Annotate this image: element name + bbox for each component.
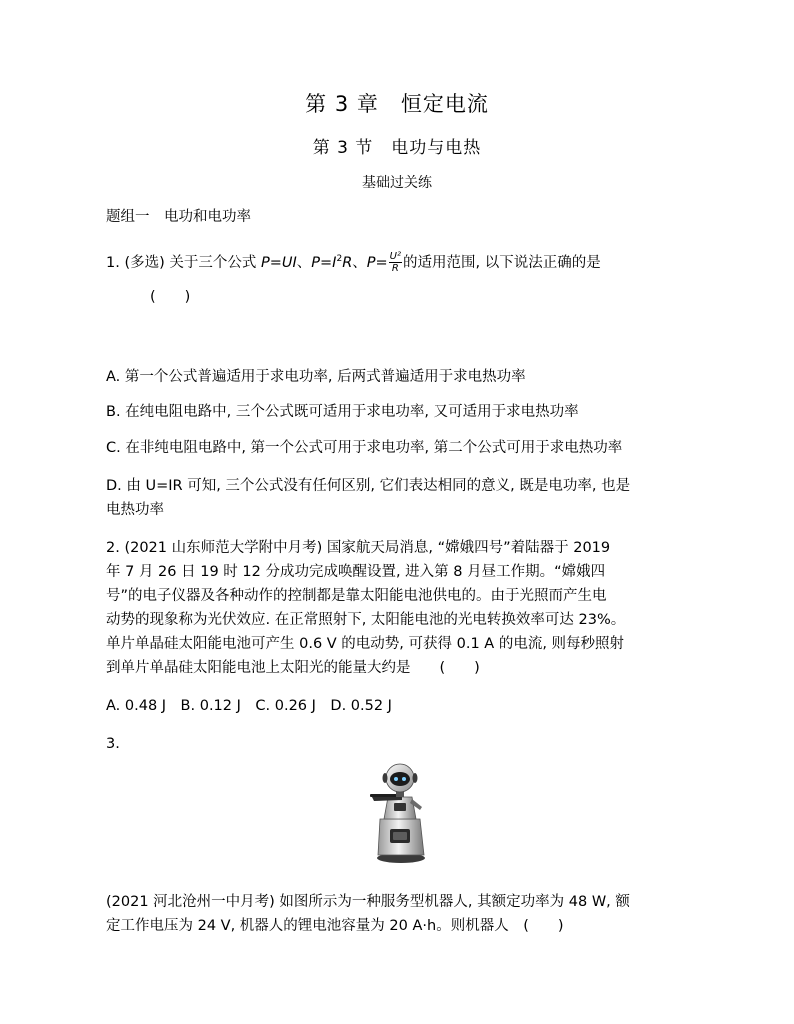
question-1-option-b: B. 在纯电阻电路中, 三个公式既可适用于求电功率, 又可适用于求电热功率	[106, 404, 579, 420]
formula-pu2r-base: P=	[366, 254, 388, 271]
question-1-stem	[106, 249, 601, 274]
question-2-line: 单片单晶硅太阳能电池可产生 0.6 V 的电动势, 可获得 0.1 A 的电流, 则每秒照射	[106, 636, 625, 652]
question-3-line: (2021 河北沧州一中月考) 如图所示为一种服务型机器人, 其额定功率为 48 W, 额	[106, 894, 630, 910]
separator: 、	[296, 254, 312, 271]
question-3-number: 3.	[106, 736, 120, 752]
question-1-suffix: 的适用范围, 以下说法正确的是	[403, 254, 601, 271]
formula-pi2r-base: P=I	[311, 254, 337, 271]
practice-title: 基础过关练	[362, 175, 432, 191]
question-2-options: A. 0.48 J B. 0.12 J C. 0.26 J D. 0.52 J	[106, 698, 392, 714]
question-2-line: 动势的现象称为光伏效应. 在正常照射下, 太阳能电池的光电转换效率可达 23%。	[106, 612, 626, 628]
chapter-title: 第 3 章 恒定电流	[305, 92, 489, 116]
formula-pi2r-exponent: 2	[336, 254, 343, 264]
question-1-option-c: C. 在非纯电阻电路中, 第一个公式可用于求电功率, 第二个公式可用于求电热功率	[106, 440, 623, 456]
formula-fraction	[389, 252, 402, 274]
question-2-line: 号”的电子仪器及各种动作的控制都是靠太阳能电池供电的。由于光照而产生电	[106, 588, 607, 604]
formula-pi2r-tail: R	[342, 254, 353, 271]
service-robot-image	[368, 763, 432, 865]
question-1-prefix: 1. (多选) 关于三个公式	[106, 254, 261, 271]
question-1-answer-paren: ( )	[150, 289, 191, 305]
separator: 、	[352, 254, 367, 271]
question-2-line: 年 7 月 26 日 19 时 12 分成功完成唤醒设置, 进入第 8 月昼工作期。“嫦娥四	[106, 564, 606, 580]
group-title: 题组一 电功和电功率	[106, 209, 251, 225]
question-1-option-a: A. 第一个公式普遍适用于求电功率, 后两式普遍适用于求电热功率	[106, 369, 526, 385]
fraction-denominator: R	[391, 262, 399, 274]
question-1-option-d-continued: 电热功率	[106, 502, 164, 518]
question-1-option-d: D. 由 U=IR 可知, 三个公式没有任何区别, 它们表达相同的意义, 既是电功率, 也是	[106, 478, 631, 494]
question-3-line: 定工作电压为 24 V, 机器人的锂电池容量为 20 A·h。则机器人 ( )	[106, 918, 564, 934]
question-2-line: 到单片单晶硅太阳能电池上太阳光的能量大约是 ( )	[106, 660, 480, 676]
section-title: 第 3 节 电功与电热	[312, 138, 482, 158]
fraction-numerator: U²	[389, 250, 401, 262]
formula-pui: P=UI	[260, 254, 297, 271]
question-2-line: 2. (2021 山东师范大学附中月考) 国家航天局消息, “嫦娥四号”着陆器于 2019	[106, 540, 611, 556]
